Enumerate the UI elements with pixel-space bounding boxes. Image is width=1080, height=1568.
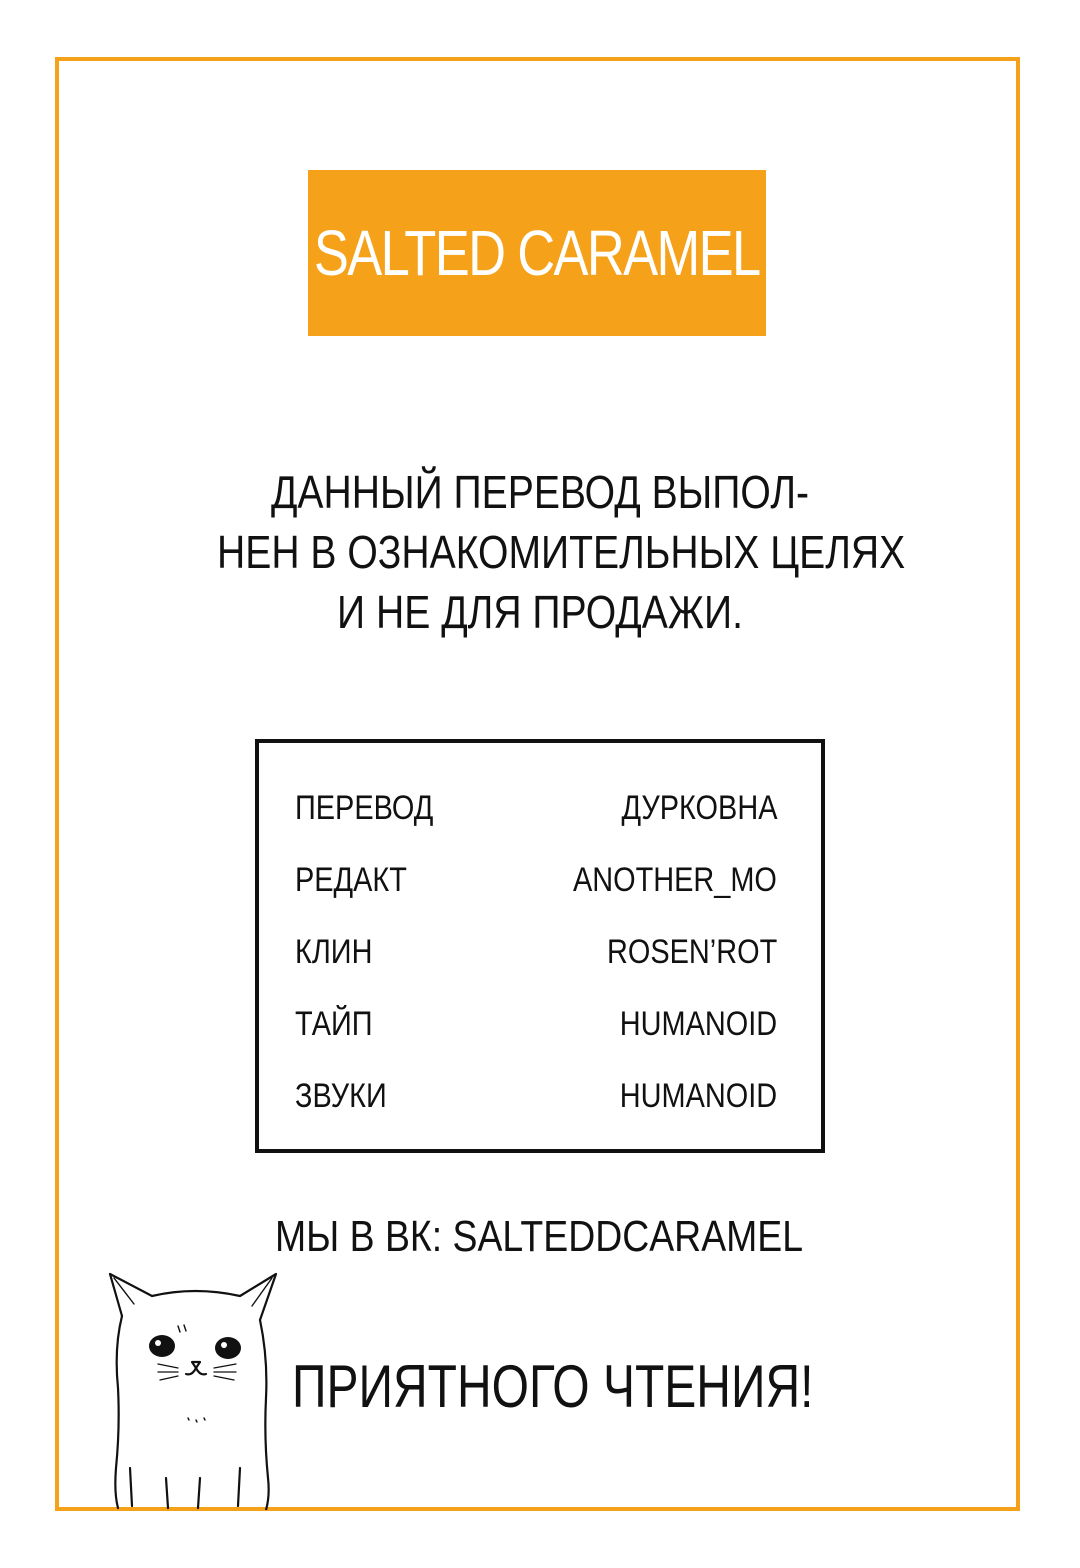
credit-role: ЗВУКИ (295, 1077, 387, 1115)
banner-title: SALTED CARAMEL (314, 217, 760, 289)
credit-row-cleaning (295, 933, 777, 983)
greeting-text: ПРИЯТНОГО ЧТЕНИЯ! (292, 1353, 814, 1420)
credit-role: РЕДАКТ (295, 861, 407, 899)
credit-row-sounds (295, 1077, 777, 1127)
credit-role: ТАЙП (295, 1005, 373, 1043)
credit-name: HUMANOID (619, 1077, 777, 1115)
credit-name: ROSEN’ROT (606, 933, 777, 971)
credit-role: КЛИН (295, 933, 373, 971)
notice-line: ДАННЫЙ ПЕРЕВОД ВЫПОЛ- (270, 466, 810, 518)
credit-name: ANOTHER_MO (573, 861, 777, 899)
title-banner (308, 170, 766, 336)
cat-icon (100, 1268, 290, 1510)
disclaimer-notice (217, 462, 906, 642)
credit-row-editing (295, 861, 777, 911)
credits-box (255, 739, 825, 1153)
vk-link-text: МЫ В ВК: SALTEDDCARAMEL (275, 1212, 804, 1261)
notice-line: И НЕ ДЛЯ ПРОДАЖИ. (337, 586, 743, 638)
credit-name: ДУРКОВНА (621, 789, 777, 827)
notice-line: НЕН В ОЗНАКОМИТЕЛЬНЫХ ЦЕЛЯХ (217, 526, 906, 578)
credit-row-typesetting (295, 1005, 777, 1055)
credit-row-translation (295, 789, 777, 839)
credit-name: HUMANOID (619, 1005, 777, 1043)
credit-role: ПЕРЕВОД (295, 789, 434, 827)
